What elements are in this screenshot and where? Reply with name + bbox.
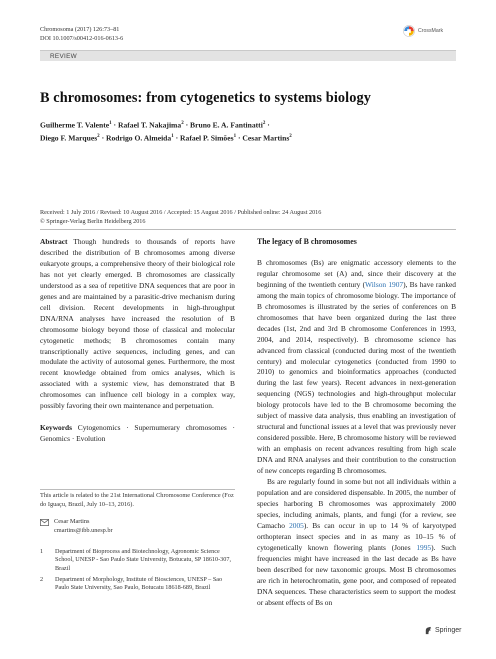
section-heading: The legacy of B chromosomes <box>257 237 357 246</box>
article-type-label: REVIEW <box>50 53 78 60</box>
body-text: Bs are regularly found in some but not all individuals within a population and are considered dispensable. In 2005, the number of species harboring B chromosomes was approximately 2000 species, including animals, plants, and fungi (for a review, see Camacho <box>257 477 456 530</box>
abstract-text: Though hundreds to thousands of reports have described the distribution of B chromosomes among diverse eukaryote groups, a comprehensive theory of their biological role has not yet clearly emerged. B chromosomes are classically understood as a sea of repetitive DNA sequences that are poor in genes and are maintained by a parasitic-drive mechanism during cell division. Recent developments in high-throughput DNA/RNA analyses have increased the resolution of B chromosome biology beyond those of classical and molecular cytogenetic methods; B chromosomes contain many transcriptionally active sequences, including genes, and can modulate the activity of autosomal genes. Furthermore, the most recent knowledge obtained from omics analyses, which is associated with a systemic view, has demonstrated that B chromosomes can influence cell biology in a complex way, possibly favoring their own maintenance and perpetuation. <box>40 237 235 411</box>
affiliation-number: 1 <box>40 548 44 555</box>
author-affiliation-marker: 1 <box>171 134 174 140</box>
body-paragraph-2 <box>257 477 456 608</box>
journal-citation: Chromosoma (2017) 126:73–81 <box>40 26 120 33</box>
dates-divider <box>40 229 456 230</box>
author-affiliation-marker: 2 <box>262 121 266 126</box>
author-name[interactable]: Cesar Martins <box>242 133 290 143</box>
affiliation-1 <box>40 548 235 573</box>
author-separator: · <box>173 133 181 143</box>
citation-link[interactable]: Wilson 1907 <box>365 279 404 289</box>
author-name[interactable]: Rafael P. Simões <box>180 133 234 143</box>
crossmark-label: CrossMark <box>418 28 444 34</box>
affiliation-2 <box>40 576 235 593</box>
corresponding-author <box>40 518 235 535</box>
affiliation-text: Department of Bioprocess and Biotechnology, Agronomic Science School, UNESP - Sao Paulo State University, Botucatu, SP 18610-307, Brazil <box>55 548 231 572</box>
author-name[interactable]: Rafael T. Nakajima <box>117 120 182 130</box>
author-separator: · <box>111 120 118 130</box>
citation-link[interactable]: 1995 <box>416 542 432 552</box>
abstract <box>40 237 235 412</box>
conference-footnote: This article is related to the 21st International Chromosome Conference (Foz do Iguaçu, Brazil, July 10–13, 2016). <box>40 492 234 508</box>
author-name[interactable]: Rodrigo O. Almeida <box>106 133 172 143</box>
author-name[interactable]: Bruno E. A. Fantinatti <box>190 120 263 130</box>
author-name[interactable]: Guilherme T. Valente <box>40 120 110 130</box>
author-separator: · <box>183 120 191 130</box>
author-affiliation-marker: 2 <box>181 121 184 126</box>
body-column <box>257 237 456 608</box>
contact-email[interactable]: cmartins@ibb.unesp.br <box>54 526 113 534</box>
publisher-logo <box>424 626 461 635</box>
affiliation-number: 2 <box>40 576 44 583</box>
keywords <box>40 423 235 445</box>
publisher-name: Springer <box>435 627 462 634</box>
copyright-line: © Springer-Verlag Berlin Heidelberg 2016 <box>40 217 146 225</box>
author-affiliation-marker: 1 <box>233 134 237 140</box>
author-separator: · <box>99 133 107 143</box>
doi-line[interactable]: DOI 10.1007/s00412-016-0613-6 <box>40 34 124 42</box>
author-separator: · <box>265 120 270 130</box>
author-name[interactable]: Diego F. Marques <box>40 133 98 143</box>
journal-meta <box>40 26 123 43</box>
footnote-divider <box>40 489 235 490</box>
body-text: ), Bs have ranked among the main topics of chromosome biology. The importance of B chromosomes is illustrated by the series of conferences on B chromosomes that have been organized during the last three decades (1st, 2nd and 3rd B chromosome Conferences in 1993, 2004, and 2014, respectively). B chromosome science has advanced from classical (conducted during most of the twentieth century) and molecular cytogenetics (conducted from 1990 to 2010) to genomics and bioinformatics approaches (conducted during the last few years). Recent advances in next-generation sequencing (NGS) technologies and high-throughput molecular biology protocols have led to the B chromosome becoming the subject of massive data analysis, thus enabling an investigation of structural and functional issues at a level that was previously never considered possible. Here, B chromosome history will be reviewed with an emphasis on recent advances resulting from high scale DNA and RNA analyses and their contribution to the construction of new concepts regarding B chromosomes. <box>257 279 457 476</box>
author-separator: · <box>236 133 243 143</box>
body-text: ). Such frequencies might have increased in the last decade as Bs have been described for new taxonomic groups. Most B chromosomes are rich in heterochromatin, gene poor, and composed of repeated DNA sequences. These characteristics seem to support the modest or absent effects of Bs on <box>257 542 456 607</box>
keywords-label: Keywords <box>40 423 73 433</box>
author-affiliation-marker: 2 <box>289 134 292 140</box>
author-line-1 <box>40 118 460 131</box>
author-line-2 <box>40 131 460 144</box>
affiliation-text: Department of Morphology, Institute of Biosciences, UNESP – Sao Paulo State University, Sao Paulo, Botucatu 18618-689, Brazil <box>55 576 223 592</box>
springer-horse-icon <box>424 626 433 635</box>
author-list <box>40 118 460 144</box>
envelope-icon <box>40 519 49 526</box>
article-type-bar <box>40 50 456 61</box>
crossmark-icon <box>403 25 415 37</box>
contact-name: Cesar Martins <box>54 518 90 525</box>
publication-dates <box>40 209 460 226</box>
citation-link[interactable]: 2005 <box>289 520 304 530</box>
body-paragraph-1 <box>257 258 456 477</box>
author-affiliation-marker: 1 <box>109 121 112 126</box>
history-dates: Received: 1 July 2016 / Revised: 10 August 2016 / Accepted: 15 August 2016 / Published online: 24 August 2016 <box>40 209 322 216</box>
keywords-text: Cytogenomics · Supernumerary chromosomes · Genomics · Evolution <box>40 423 235 444</box>
author-affiliation-marker: 2 <box>97 134 100 140</box>
crossmark-badge[interactable] <box>403 25 443 37</box>
body-text: B chromosomes (Bs) are enigmatic accessory elements to the regular chromosome set (A) and, since their discovery at the beginning of the twentieth century ( <box>257 257 456 289</box>
article-title: B chromosomes: from cytogenetics to systems biology <box>40 90 371 106</box>
abstract-label: Abstract <box>40 237 68 246</box>
body-text: ). Bs can occur in up to 14 % of karyotyped orthopteran insect species and in as many as 10–15 % of cytogenetically known flowering plants (Jones <box>257 520 456 552</box>
abstract-column <box>40 237 235 445</box>
